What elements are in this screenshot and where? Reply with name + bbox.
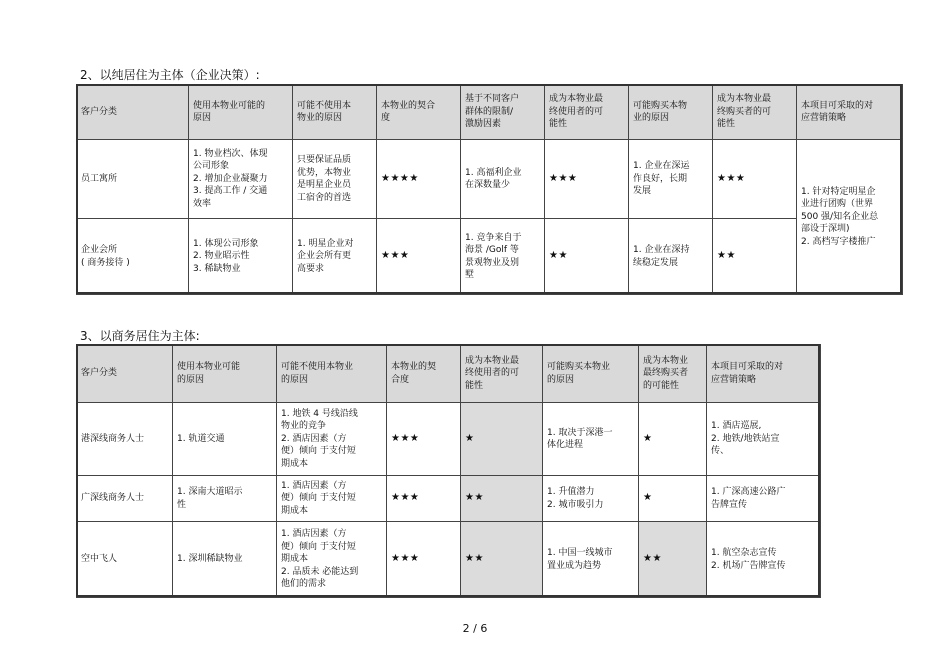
fit-rating: ★★★	[387, 522, 461, 598]
section2-heading: 2、以纯居住为主体（企业决策）:	[80, 68, 260, 82]
fit-rating: ★★★	[387, 476, 461, 522]
category-cell: 港深线商务人士	[77, 403, 173, 476]
header-cell: 使用本物业可能 的原因	[173, 345, 277, 403]
use-reason-cell: 1. 体现公司形象 2. 物业昭示性 3. 稀缺物业	[189, 219, 293, 295]
buy-reason-cell: 1. 企业在深持 续稳定发展	[629, 219, 713, 295]
header-cell: 可能购买本物业 的原因	[543, 345, 639, 403]
end-user-rating: ★	[461, 403, 543, 476]
fit-rating: ★★★	[377, 219, 461, 295]
end-user-rating: ★★	[545, 219, 629, 295]
header-cell: 本项目可采取的对 应营销策略	[707, 345, 821, 403]
not-use-reason-cell: 1. 酒店因素（方 便）倾向 于支付短 期成本 2. 品质未 必能达到 他们的需求	[277, 522, 387, 598]
factors-cell: 1. 高福利企业 在深数量少	[461, 140, 545, 219]
header-cell: 可能购买本物 业的原因	[629, 85, 713, 140]
strategy-cell: 1. 航空杂志宣传 2. 机场广告牌宣传	[707, 522, 821, 598]
table-row	[77, 476, 821, 522]
section3-table	[76, 344, 821, 598]
not-use-reason-cell: 只要保证品质 优势，本物业 是明星企业员 工宿舍的首选	[293, 140, 377, 219]
strategy-cell: 1. 针对特定明星企 业进行团购（世界 500 强/知名企业总 部设于深圳) 2. 高档写字楼推广	[797, 140, 903, 295]
buy-reason-cell: 1. 中国一线城市 置业成为趋势	[543, 522, 639, 598]
table-header-row	[77, 345, 821, 403]
table-row	[77, 140, 903, 219]
category-cell: 企业会所 ( 商务接待 )	[77, 219, 189, 295]
page-number: 2 / 6	[462, 622, 488, 635]
end-buyer-rating: ★	[639, 403, 707, 476]
header-cell: 成为本物业 最终购买者 的可能性	[639, 345, 707, 403]
header-cell: 可能不使用本 物业的原因	[293, 85, 377, 140]
header-cell: 成为本物业最 终购买者的可 能性	[713, 85, 797, 140]
use-reason-cell: 1. 深圳稀缺物业	[173, 522, 277, 598]
header-cell: 可能不使用本物业 的原因	[277, 345, 387, 403]
end-buyer-rating: ★★	[639, 522, 707, 598]
category-cell: 员工寓所	[77, 140, 189, 219]
fit-rating: ★★★	[387, 403, 461, 476]
end-buyer-rating: ★	[639, 476, 707, 522]
not-use-reason-cell: 1. 酒店因素（方 便）倾向 于支付短 期成本	[277, 476, 387, 522]
header-cell: 使用本物业可能的 原因	[189, 85, 293, 140]
use-reason-cell: 1. 深南大道昭示 性	[173, 476, 277, 522]
header-cell: 客户分类	[77, 345, 173, 403]
strategy-cell: 1. 广深高速公路广 告牌宣传	[707, 476, 821, 522]
table-header-row	[77, 85, 903, 140]
header-cell: 成为本物业最 终使用者的可 能性	[545, 85, 629, 140]
not-use-reason-cell: 1. 明星企业对 企业会所有更 高要求	[293, 219, 377, 295]
use-reason-cell: 1. 轨道交通	[173, 403, 277, 476]
header-cell: 成为本物业最 终使用者的可 能性	[461, 345, 543, 403]
factors-cell: 1. 竞争来自于 海景 /Golf 等 景观物业及别 墅	[461, 219, 545, 295]
header-cell: 本物业的契 合度	[387, 345, 461, 403]
table-row	[77, 403, 821, 476]
table-row	[77, 219, 903, 295]
end-user-rating: ★★	[461, 522, 543, 598]
end-user-rating: ★★★	[545, 140, 629, 219]
section3-heading: 3、以商务居住为主体:	[80, 329, 200, 343]
table-row	[77, 522, 821, 598]
section2-table	[76, 84, 903, 295]
header-cell: 本物业的契合 度	[377, 85, 461, 140]
buy-reason-cell: 1. 企业在深运 作良好，长期 发展	[629, 140, 713, 219]
not-use-reason-cell: 1. 地铁 4 号线沿线 物业的竞争 2. 酒店因素（方 便）倾向 于支付短 期成本	[277, 403, 387, 476]
header-cell: 客户分类	[77, 85, 189, 140]
buy-reason-cell: 1. 升值潜力 2. 城市吸引力	[543, 476, 639, 522]
use-reason-cell: 1. 物业档次、体现 公司形象 2. 增加企业凝聚力 3. 提高工作 / 交通 效率	[189, 140, 293, 219]
end-buyer-rating: ★★★	[713, 140, 797, 219]
header-cell: 本项目可采取的对 应营销策略	[797, 85, 903, 140]
category-cell: 空中飞人	[77, 522, 173, 598]
strategy-cell: 1. 酒店巡展, 2. 地铁/地铁站宣 传、	[707, 403, 821, 476]
header-cell: 基于不同客户 群体的限制/ 激励因素	[461, 85, 545, 140]
category-cell: 广深线商务人士	[77, 476, 173, 522]
buy-reason-cell: 1. 取决于深港一 体化进程	[543, 403, 639, 476]
end-buyer-rating: ★★	[713, 219, 797, 295]
end-user-rating: ★★	[461, 476, 543, 522]
fit-rating: ★★★★	[377, 140, 461, 219]
